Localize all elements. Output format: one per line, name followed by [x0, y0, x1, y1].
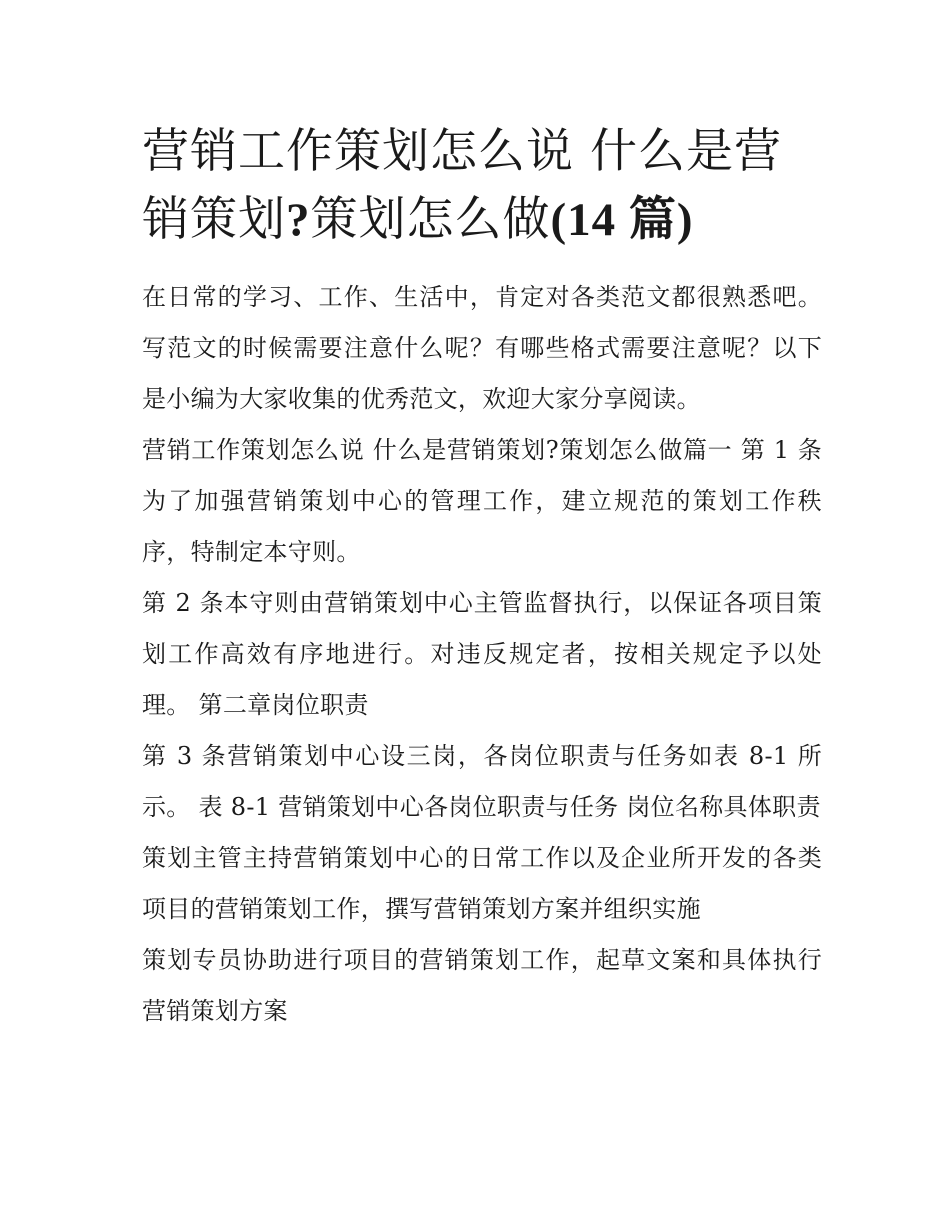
article-3-paragraph: 第 3 条营销策划中心设三岗，各岗位职责与任务如表 8-1 所示。 表 8-1 营销策划中心各岗位职责与任务 岗位名称具体职责 [142, 742, 822, 821]
title-text: 营销工作策划怎么说 什么是营销策划 [142, 124, 782, 247]
article-1-paragraph: 营销工作策划怎么说 什么是营销策划?策划怎么做篇一 第 1 条为了加强营销策划中心的管理工作，建立规范的策划工作秩序，特制定本守则。 [142, 436, 822, 566]
title-question-mark: ? [286, 194, 311, 246]
title-text-continued: 策划怎么做 [310, 192, 551, 247]
role-manager-paragraph: 策划主管主持营销策划中心的日常工作以及企业所开发的各类项目的营销策划工作，撰写营销策划方案并组织实施 [142, 844, 822, 923]
article-2-paragraph: 第 2 条本守则由营销策划中心主管监督执行，以保证各项目策划工作高效有序地进行。对违反规定者，按相关规定予以处理。 第二章岗位职责 [142, 589, 822, 719]
role-specialist-paragraph: 策划专员协助进行项目的营销策划工作，起草文案和具体执行营销策划方案 [142, 946, 822, 1025]
title-count: (14 篇) [550, 194, 694, 246]
intro-paragraph: 在日常的学习、工作、生活中，肯定对各类范文都很熟悉吧。写范文的时候需要注意什么呢？有哪些格式需要注意呢？以下是小编为大家收集的优秀范文，欢迎大家分享阅读。 [142, 283, 822, 413]
document-title [142, 118, 822, 254]
document-page [142, 118, 822, 1037]
